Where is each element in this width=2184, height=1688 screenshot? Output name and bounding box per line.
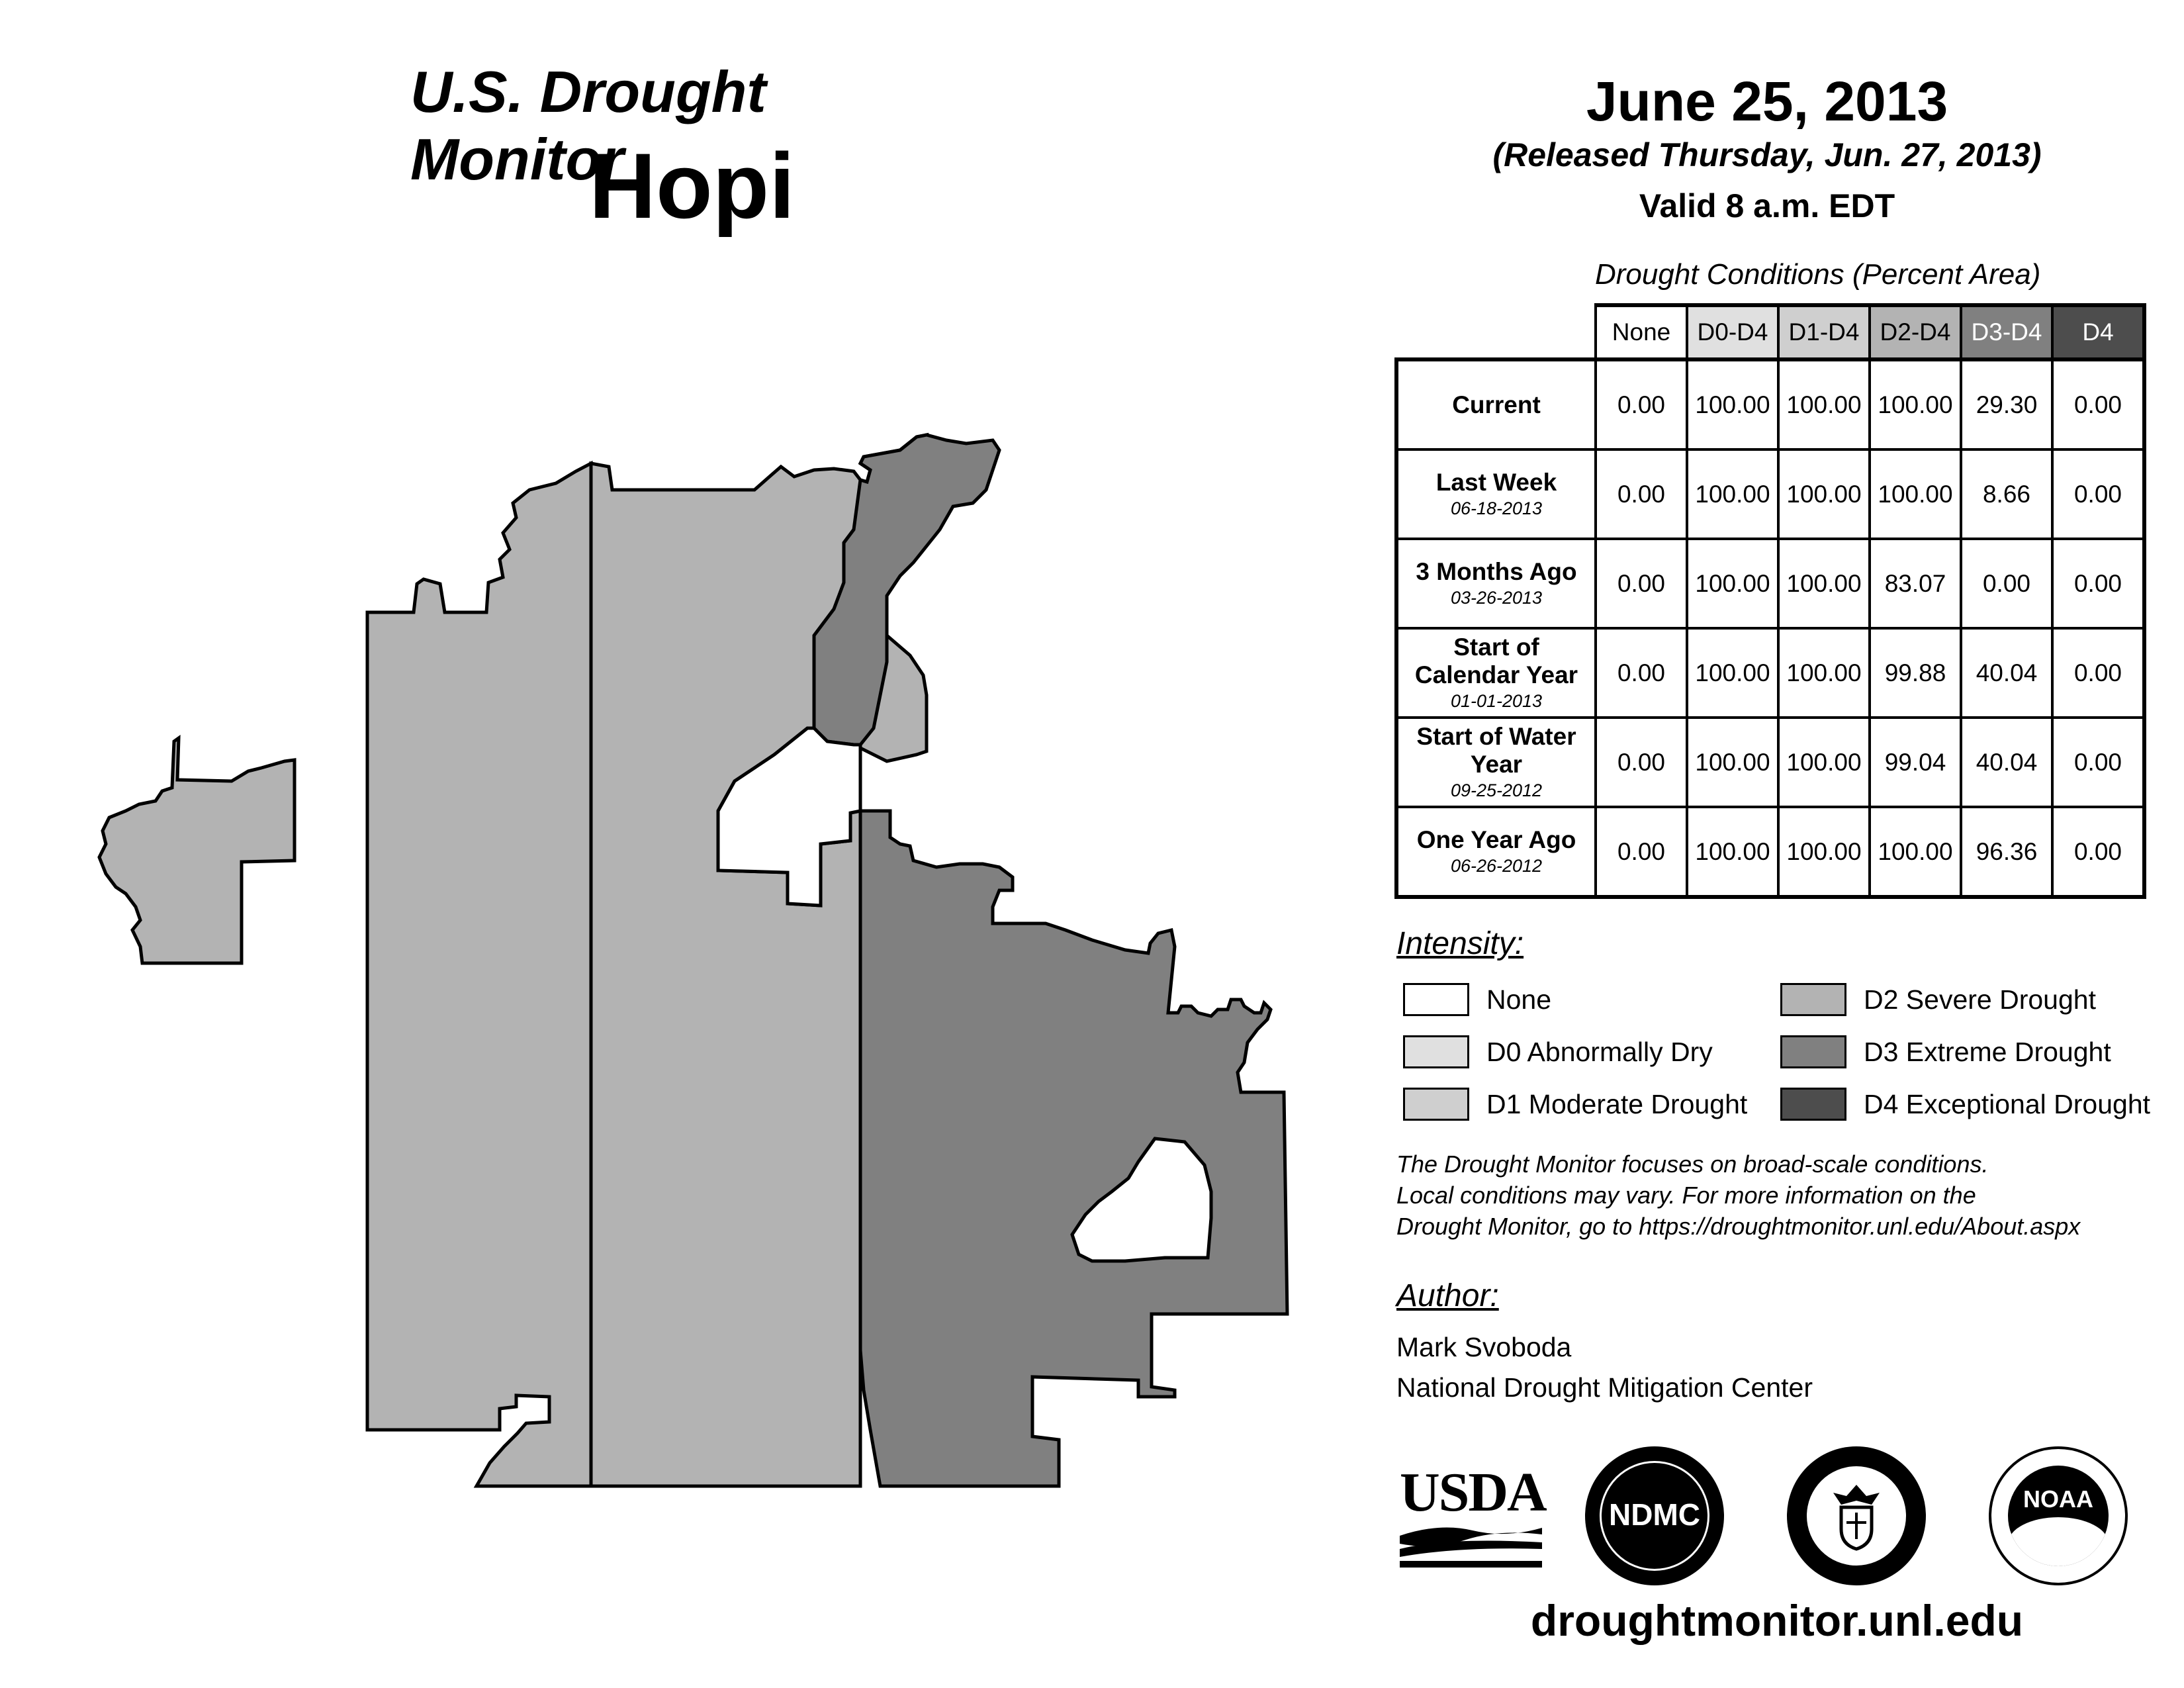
row-label-text: Start of Calendar Year	[1414, 633, 1578, 688]
col-header-label: D1-D4	[1788, 318, 1860, 346]
table-cell: 29.30	[1961, 359, 2052, 449]
col-header	[1778, 305, 1870, 359]
table-cell: 40.04	[1961, 628, 2052, 718]
table-cell: 99.04	[1870, 718, 1961, 807]
ndmc-logo-text: NDMC	[1609, 1497, 1700, 1532]
table-row	[1396, 718, 2144, 807]
table-cell: 100.00	[1778, 359, 1870, 449]
table-cell: 100.00	[1870, 807, 1961, 897]
table-cell: 100.00	[1778, 449, 1870, 539]
row-label	[1396, 539, 1596, 628]
map-title: U.S. Drought Monitor	[410, 59, 766, 192]
row-label	[1396, 718, 1596, 807]
main-parcel-d2	[367, 463, 591, 1486]
table-cell: 0.00	[1596, 628, 1687, 718]
table-cell: 0.00	[2052, 807, 2144, 897]
note-line: Drought Monitor, go to https://droughtmonitor.unl.edu/About.aspx	[1396, 1213, 2081, 1240]
legend-swatch	[1780, 1088, 1846, 1121]
table-corner	[1396, 305, 1596, 359]
western-parcel	[99, 738, 295, 963]
legend-swatch	[1403, 983, 1469, 1016]
table-cell: 99.88	[1870, 628, 1961, 718]
row-date: 03-26-2013	[1450, 587, 1543, 608]
author-org: National Drought Mitigation Center	[1396, 1372, 1813, 1403]
table-header-row	[1396, 305, 2144, 359]
drought-conditions-table	[1394, 303, 2146, 899]
table-cell: 100.00	[1870, 359, 1961, 449]
col-header-label: D0-D4	[1697, 318, 1768, 346]
row-label-text: Last Week	[1435, 468, 1557, 496]
legend-label: D4 Exceptional Drought	[1864, 1089, 2151, 1119]
legend-label: None	[1486, 984, 1552, 1015]
col-header	[1870, 305, 1961, 359]
legend-swatch	[1403, 1088, 1469, 1121]
col-header	[1687, 305, 1778, 359]
note-line: Local conditions may vary. For more information on the	[1396, 1182, 1976, 1209]
table-cell: 0.00	[1596, 539, 1687, 628]
col-header	[2052, 305, 2144, 359]
southeast-parcel-d3	[860, 811, 1287, 1486]
table-cell: 83.07	[1870, 539, 1961, 628]
row-label	[1396, 807, 1596, 897]
table-cell: 100.00	[1778, 628, 1870, 718]
row-date: 06-26-2012	[1450, 855, 1543, 876]
table-row	[1396, 449, 2144, 539]
row-date: 06-18-2013	[1450, 498, 1543, 518]
intensity-title: Intensity:	[1396, 926, 1524, 961]
map-d2-region	[99, 435, 927, 1486]
legend-label: D3 Extreme Drought	[1864, 1037, 2111, 1067]
author-title: Author:	[1396, 1278, 1499, 1313]
table-cell: 0.00	[2052, 539, 2144, 628]
row-date: 01-01-2013	[1450, 690, 1543, 711]
legend-label: D0 Abnormally Dry	[1486, 1037, 1713, 1067]
table-cell: 0.00	[2052, 359, 2144, 449]
ndmc-seal	[1585, 1446, 1724, 1585]
row-label	[1396, 449, 1596, 539]
footer-url[interactable]: droughtmonitor.unl.edu	[1530, 1596, 2024, 1645]
disclaimer-note	[1396, 1149, 2171, 1242]
table-cell: 0.00	[1596, 718, 1687, 807]
row-label	[1396, 628, 1596, 718]
table-cell: 100.00	[1687, 718, 1778, 807]
table-cell: 0.00	[1596, 359, 1687, 449]
table-cell: 0.00	[1596, 449, 1687, 539]
author-name: Mark Svoboda	[1396, 1332, 1572, 1362]
legend-swatch	[1780, 983, 1846, 1016]
commerce-seal	[1787, 1446, 1926, 1585]
region-name: Hopi	[589, 134, 796, 238]
table-cell: 8.66	[1961, 449, 2052, 539]
legend-label: D2 Severe Drought	[1864, 984, 2096, 1015]
map-d3-region	[814, 435, 1287, 1486]
table-cell: 100.00	[1687, 628, 1778, 718]
legend-swatch	[1780, 1035, 1846, 1068]
table-cell: 0.00	[2052, 628, 2144, 718]
note-line: The Drought Monitor focuses on broad-scale conditions.	[1396, 1150, 1989, 1178]
table-cell: 40.04	[1961, 718, 2052, 807]
table-cell: 100.00	[1687, 449, 1778, 539]
table-cell: 0.00	[2052, 449, 2144, 539]
table-cell: 100.00	[1778, 539, 1870, 628]
table-cell: 100.00	[1778, 807, 1870, 897]
table-row	[1396, 807, 2144, 897]
row-label-text: 3 Months Ago	[1416, 557, 1577, 585]
table-cell: 100.00	[1687, 359, 1778, 449]
noaa-bird-icon	[2008, 1466, 2109, 1566]
row-label	[1396, 359, 1596, 449]
row-label-text: Start of Water Year	[1416, 722, 1576, 778]
usda-hills-icon	[1400, 1523, 1542, 1569]
table-cell: 0.00	[1596, 807, 1687, 897]
noaa-logo-text: NOAA	[2023, 1485, 2093, 1513]
table-cell: 0.00	[1961, 539, 2052, 628]
usda-logo-text: USDA	[1400, 1462, 1546, 1523]
legend-swatch	[1403, 1035, 1469, 1068]
map-date: June 25, 2013	[1586, 70, 1948, 132]
legend-label: D1 Moderate Drought	[1486, 1089, 1748, 1119]
table-row	[1396, 628, 2144, 718]
table-row	[1396, 539, 2144, 628]
row-label-text: One Year Ago	[1416, 825, 1576, 853]
col-header	[1961, 305, 2052, 359]
table-cell: 96.36	[1961, 807, 2052, 897]
row-label-text: Current	[1452, 391, 1541, 418]
table-cell: 100.00	[1870, 449, 1961, 539]
eagle-shield-icon	[1807, 1466, 1906, 1566]
table-cell: 100.00	[1687, 539, 1778, 628]
col-header-label: None	[1612, 318, 1671, 346]
valid-time: Valid 8 a.m. EDT	[1639, 187, 1895, 224]
col-header-label: D2-D4	[1880, 318, 1951, 346]
col-header-label: D3-D4	[1971, 318, 2042, 346]
table-caption: Drought Conditions (Percent Area)	[1595, 258, 2041, 291]
row-date: 09-25-2012	[1450, 780, 1543, 800]
table-cell: 100.00	[1687, 807, 1778, 897]
col-header	[1596, 305, 1687, 359]
usda-logo	[1400, 1462, 1546, 1569]
table-cell: 0.00	[2052, 718, 2144, 807]
release-date: (Released Thursday, Jun. 27, 2013)	[1492, 136, 2042, 173]
table-row	[1396, 359, 2144, 449]
noaa-seal	[1989, 1446, 2128, 1585]
col-header-label: D4	[2082, 318, 2114, 346]
table-cell: 100.00	[1778, 718, 1870, 807]
